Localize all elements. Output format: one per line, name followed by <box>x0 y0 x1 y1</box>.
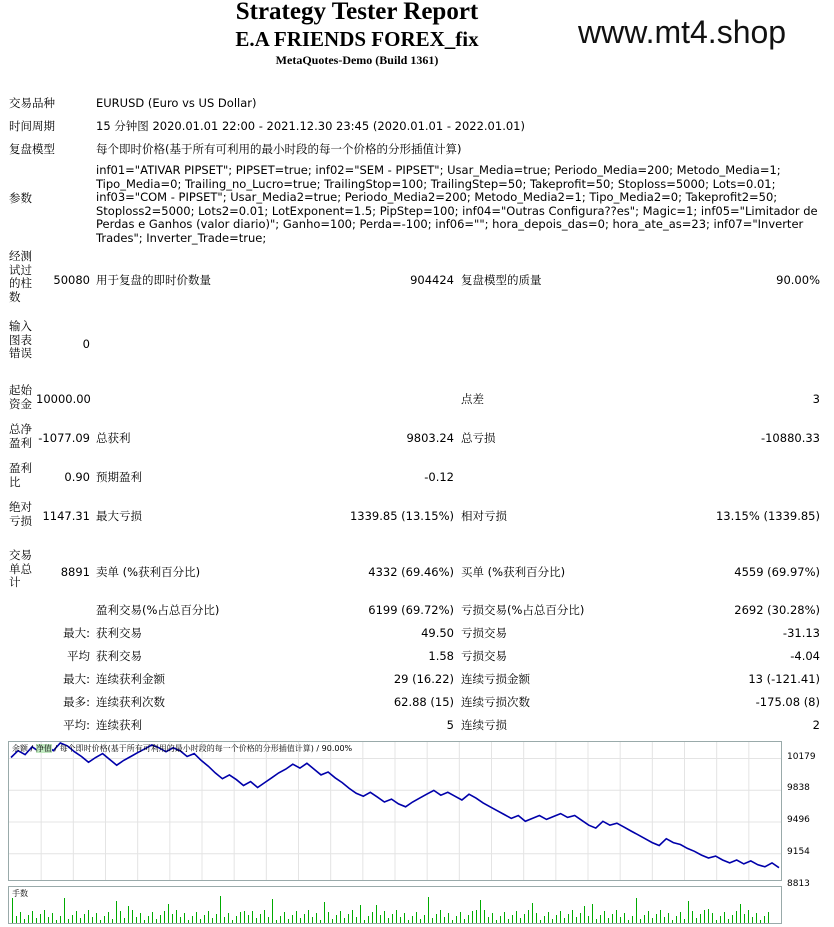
volume-bar <box>356 917 357 923</box>
grossloss-label: 总亏损 <box>461 431 496 445</box>
params-label: 参数 <box>9 191 32 205</box>
volume-bar <box>364 920 365 923</box>
largest-profit-label: 获利交易 <box>96 626 142 640</box>
volume-bar <box>752 917 753 923</box>
volume-bar <box>556 915 557 923</box>
largest-prefix: 最大: <box>63 626 90 640</box>
volume-bar <box>544 916 545 923</box>
quality-value: 90.00% <box>776 273 820 287</box>
volume-bar <box>684 919 685 923</box>
volume-bar <box>56 920 57 923</box>
reldd-label: 相对亏损 <box>461 509 507 523</box>
y-tick-3: 9496 <box>787 815 810 825</box>
volume-bar <box>244 911 245 923</box>
volume-bar <box>716 920 717 923</box>
volume-bar <box>272 899 273 923</box>
volume-bar <box>432 918 433 923</box>
avg-profit-label: 获利交易 <box>96 649 142 663</box>
volume-bar <box>84 914 85 923</box>
volume-bar <box>452 920 453 923</box>
volume-bar <box>492 913 493 923</box>
volume-bar <box>144 920 145 923</box>
expected-value: -0.12 <box>424 470 454 484</box>
volume-bar <box>420 919 421 923</box>
volume-bar <box>484 910 485 923</box>
volume-bar <box>580 913 581 923</box>
expected-label: 预期盈利 <box>96 470 142 484</box>
volume-bar <box>128 906 129 923</box>
volume-bar <box>388 918 389 923</box>
volume-bar <box>392 914 393 923</box>
volume-bar <box>524 914 525 923</box>
volume-bar <box>724 912 725 923</box>
volume-bar <box>236 916 237 923</box>
volume-bar <box>256 918 257 923</box>
volume-bar <box>608 918 609 923</box>
volume-bar <box>44 910 45 923</box>
volume-bar <box>376 905 377 923</box>
volume-bar <box>696 918 697 923</box>
legend-sep-2: / <box>54 744 58 753</box>
volume-bar <box>164 911 165 923</box>
volume-bar <box>596 919 597 923</box>
legend-balance: 余额 <box>12 744 28 753</box>
volume-bar <box>288 919 289 923</box>
volume-bar <box>472 911 473 923</box>
volume-bar <box>756 913 757 923</box>
volume-bar <box>764 916 765 923</box>
pf-label: 盈利比 <box>9 461 32 489</box>
volume-bar <box>480 900 481 923</box>
maxdd-value: 1339.85 (13.15%) <box>349 509 454 523</box>
volume-bar <box>620 917 621 923</box>
volume-bar <box>668 913 669 923</box>
volume-bar <box>216 914 217 923</box>
volume-bar <box>260 914 261 923</box>
volume-bar <box>740 904 741 923</box>
volume-bar <box>176 910 177 923</box>
maxdd-label: 最大亏损 <box>96 509 142 523</box>
y-tick-1: 10179 <box>787 752 816 762</box>
volume-bar <box>672 920 673 923</box>
grossloss-value: -10880.33 <box>760 431 820 445</box>
volume-bar <box>152 912 153 923</box>
volume-bar <box>632 916 633 923</box>
max-consec-prefix: 最大: <box>63 672 90 686</box>
volume-bar <box>656 914 657 923</box>
volume-bar <box>240 912 241 923</box>
volume-bar <box>476 910 477 923</box>
volume-bar <box>516 911 517 923</box>
volume-bar <box>292 915 293 923</box>
bars-value: 50080 <box>53 273 90 287</box>
volume-bar <box>704 910 705 923</box>
volume-bar <box>500 916 501 923</box>
volume-bar <box>400 917 401 923</box>
volume-bar <box>344 918 345 923</box>
volume-bar <box>316 913 317 923</box>
volume-bar <box>408 920 409 923</box>
profit-trades-label: 盈利交易(%占总百分比) <box>96 603 220 617</box>
volume-bar <box>644 915 645 923</box>
volume-bar <box>380 915 381 923</box>
volume-bar <box>48 917 49 923</box>
volume-bar <box>196 912 197 923</box>
volume-bar <box>80 918 81 923</box>
volume-bar <box>728 919 729 923</box>
legend-quality: 90.00% <box>321 744 353 753</box>
volume-bar <box>36 918 37 923</box>
volume-bar <box>404 913 405 923</box>
volume-bar <box>588 916 589 923</box>
pf-value: 0.90 <box>64 470 90 484</box>
volume-bar <box>440 910 441 923</box>
volume-bar <box>532 903 533 923</box>
volume-bar <box>140 913 141 923</box>
volume-bar <box>220 896 221 923</box>
volume-bar <box>748 910 749 923</box>
avg-profit-value: 1.58 <box>428 649 454 663</box>
legend-sep-1: / <box>30 744 34 753</box>
volume-bar <box>228 913 229 923</box>
volume-bar <box>96 913 97 923</box>
volume-bar <box>512 915 513 923</box>
volume-bar <box>248 915 249 923</box>
volume-bar <box>568 914 569 923</box>
build-info: MetaQuotes-Demo (Build 1361) <box>275 53 439 67</box>
netprofit-label: 总净盈利 <box>9 422 32 450</box>
avg-consec-losses-label: 连续亏损 <box>461 718 507 732</box>
consec-wins-label: 连续获利金额 <box>96 672 165 686</box>
volume-bar <box>132 910 133 923</box>
volume-bar <box>604 911 605 923</box>
trades-value: 8891 <box>60 565 90 579</box>
volume-bar <box>88 910 89 923</box>
volume-bar <box>284 912 285 923</box>
volume-bar <box>352 910 353 923</box>
loss-trades-label: 亏损交易(%占总百分比) <box>461 603 585 617</box>
volume-bar <box>680 912 681 923</box>
volume-bar <box>160 915 161 923</box>
volume-bar <box>444 917 445 923</box>
volume-bar <box>372 912 373 923</box>
symbol-value: EURUSD (Euro vs US Dollar) <box>96 96 257 110</box>
volume-bar <box>412 916 413 923</box>
errors-label: 输入图表错误 <box>9 319 32 361</box>
volume-bar <box>264 910 265 923</box>
volume-bar <box>136 917 137 923</box>
period-label: 时间周期 <box>9 119 55 133</box>
watermark: www.mt4.shop <box>578 14 787 50</box>
avg-loss-value: -4.04 <box>790 649 820 663</box>
volume-bar <box>24 919 25 923</box>
volume-bar <box>732 915 733 923</box>
volume-bar <box>744 914 745 923</box>
reldd-value: 13.15% (1339.85) <box>715 509 820 523</box>
volume-bar <box>28 915 29 923</box>
volume-bar <box>720 916 721 923</box>
volume-bar <box>416 912 417 923</box>
volume-bar <box>768 912 769 923</box>
volume-bar <box>504 912 505 923</box>
ea-name: E.A FRIENDS FOREX_fix <box>235 27 479 51</box>
volume-bar <box>148 916 149 923</box>
consec-profit-label: 连续获利次数 <box>96 695 165 709</box>
avg-consec-losses-value: 2 <box>812 718 820 732</box>
volume-bar <box>208 911 209 923</box>
volume-bar <box>528 910 529 923</box>
largest-loss-label: 亏损交易 <box>461 626 507 640</box>
volume-bar <box>304 914 305 923</box>
volume-bar <box>592 904 593 923</box>
volume-bar <box>120 911 121 923</box>
volume-bar <box>660 910 661 923</box>
volume-bar <box>12 898 13 923</box>
volume-bar <box>552 919 553 923</box>
volume-bar <box>116 901 117 923</box>
volume-bar <box>584 906 585 923</box>
period-value: 15 分钟图 2020.01.01 22:00 - 2021.12.30 23:45 (2020.01.01 - 2022.01.01) <box>96 119 525 133</box>
consec-losses-label: 连续亏损金额 <box>461 672 530 686</box>
volume-bar <box>396 910 397 923</box>
grossprofit-label: 总获利 <box>96 431 131 445</box>
legend-sep-3: / <box>316 744 320 753</box>
largest-loss-value: -31.13 <box>782 626 820 640</box>
volume-bar <box>76 911 77 923</box>
legend-equity: 净值 <box>35 744 52 753</box>
volume-bar <box>300 918 301 923</box>
volume-bar <box>312 917 313 923</box>
volume-bar <box>560 911 561 923</box>
y-tick-4: 9154 <box>787 847 810 857</box>
profit-trades-value: 6199 (69.72%) <box>368 603 454 617</box>
ticks-value: 904424 <box>410 273 454 287</box>
consec-wins-value: 29 (16.22) <box>393 672 454 686</box>
avg-consec-wins-label: 连续获利 <box>96 718 142 732</box>
trades-label: 交易单总计 <box>9 548 32 590</box>
volume-bar <box>336 915 337 923</box>
volume-bar <box>52 913 53 923</box>
long-value: 4559 (69.97%) <box>734 565 820 579</box>
consec-loss-value: -175.08 (8) <box>755 695 820 709</box>
absdd-label: 绝对亏损 <box>9 500 32 528</box>
volume-bar <box>60 916 61 923</box>
most-prefix: 最多: <box>63 695 90 709</box>
volume-bar <box>664 917 665 923</box>
grossprofit-value: 9803.24 <box>406 431 454 445</box>
deposit-value: 10000.00 <box>36 392 91 406</box>
volume-bar <box>384 911 385 923</box>
params-value: inf01="ATIVAR PIPSET"; PIPSET=true; inf02="SEM - PIPSET"; Usar_Media=true; Periodo_Media=200; Metodo_Media=1; Tipo_Media=0; Trailing_no_Lucro=true; TrailingStop=100; TrailingStep=50; Takeprofit=50; Stoploss=5000; Lots=0.01; inf03="COM - PIPSET"; Usar_Media2=true; Periodo_Media2=200; Metodo_Media2=1; Tipo_Media2=0; Takeprofit2=50; Stoploss2=5000; Lots2=0.01; LotExponent=1.5; PipStep=100; inf04="Outras Configura??es"; Magic=1; inf05="Limitador de Perdas e Ganhos (valor diario)"; Ganho=100; Perda=-100; inf06=""; hora_depois_das=0; hora_ate_as=23; inf07="Inverter Trades"; Inverter_Trade=true; <box>96 163 818 245</box>
netprofit-value: -1077.09 <box>38 431 90 445</box>
volume-bar <box>636 898 637 923</box>
volume-bar <box>692 911 693 923</box>
errors-value: 0 <box>82 337 90 351</box>
volume-bar <box>536 913 537 923</box>
volume-label: 手数 <box>12 889 28 898</box>
volume-bar <box>424 915 425 923</box>
volume-bar <box>124 918 125 923</box>
volume-bar <box>268 917 269 923</box>
volume-bar <box>564 918 565 923</box>
volume-bar <box>108 912 109 923</box>
consec-losses-value: 13 (-121.41) <box>748 672 820 686</box>
volume-bar <box>676 916 677 923</box>
volume-bar <box>612 914 613 923</box>
volume-bar <box>600 915 601 923</box>
volume-bar <box>460 912 461 923</box>
volume-bar <box>104 916 105 923</box>
model-label: 复盘模型 <box>9 142 55 156</box>
model-value: 每个即时价格(基于所有可利用的最小时段的每一个价格的分形插值计算) <box>96 142 462 156</box>
report-title: Strategy Tester Report <box>235 0 479 25</box>
loss-trades-value: 2692 (30.28%) <box>734 603 820 617</box>
volume-bar <box>340 911 341 923</box>
volume-bar <box>280 916 281 923</box>
volume-bar <box>188 920 189 923</box>
volume-bar <box>324 902 325 923</box>
volume-bar <box>428 897 429 923</box>
balance-chart <box>8 741 782 881</box>
volume-bar <box>72 915 73 923</box>
average-prefix: 平均 <box>67 649 90 663</box>
volume-bar <box>180 917 181 923</box>
volume-bar <box>496 920 497 923</box>
volume-bar <box>200 919 201 923</box>
volume-bar <box>184 913 185 923</box>
volume-bar <box>20 912 21 923</box>
avg-consec-prefix: 平均: <box>63 718 90 732</box>
short-value: 4332 (69.46%) <box>368 565 454 579</box>
volume-bar <box>436 914 437 923</box>
legend-model: 每个即时价格(基于所有可利用的最小时段的每一个价格的分形插值计算) <box>59 744 314 753</box>
volume-bar <box>168 904 169 923</box>
volume-chart <box>8 886 782 924</box>
volume-bar <box>16 916 17 923</box>
volume-bar <box>640 919 641 923</box>
volume-bar <box>572 910 573 923</box>
volume-bar <box>456 916 457 923</box>
volume-bar <box>540 920 541 923</box>
volume-bar <box>204 915 205 923</box>
volume-bar <box>652 918 653 923</box>
chart-legend <box>12 743 352 754</box>
volume-bar <box>688 901 689 923</box>
absdd-value: 1147.31 <box>42 509 90 523</box>
volume-bar <box>64 898 65 923</box>
spread-label: 点差 <box>461 392 484 406</box>
balance-chart-svg <box>9 742 781 880</box>
volume-bar <box>648 911 649 923</box>
volume-bar <box>508 919 509 923</box>
volume-bar <box>100 920 101 923</box>
volume-bar <box>576 917 577 923</box>
deposit-label: 起始资金 <box>9 383 32 411</box>
volume-bar <box>360 905 361 923</box>
spread-value: 3 <box>812 392 820 406</box>
volume-bar <box>252 911 253 923</box>
volume-bar <box>708 909 709 923</box>
volume-bar <box>40 914 41 923</box>
volume-bar <box>520 918 521 923</box>
volume-bar <box>616 910 617 923</box>
symbol-label: 交易品种 <box>9 96 55 110</box>
volume-bar <box>464 919 465 923</box>
volume-bar <box>32 911 33 923</box>
volume-bar <box>700 914 701 923</box>
short-label: 卖单 (%获利百分比) <box>96 565 201 579</box>
volume-bar <box>92 917 93 923</box>
volume-bar <box>276 920 277 923</box>
volume-bar <box>468 915 469 923</box>
volume-bar <box>296 911 297 923</box>
volume-bar <box>348 914 349 923</box>
volume-bar <box>448 913 449 923</box>
volume-bar <box>68 919 69 923</box>
volume-bar <box>332 919 333 923</box>
volume-bar <box>192 916 193 923</box>
volume-bar <box>328 912 329 923</box>
volume-bar <box>624 913 625 923</box>
ticks-label: 用于复盘的即时价数量 <box>96 273 211 287</box>
consec-profit-value: 62.88 (15) <box>393 695 454 709</box>
volume-bar <box>308 910 309 923</box>
volume-bar <box>628 920 629 923</box>
volume-bar <box>320 920 321 923</box>
volume-bar <box>488 917 489 923</box>
volume-bar <box>156 919 157 923</box>
volume-bar <box>548 912 549 923</box>
y-tick-2: 9838 <box>787 783 810 793</box>
bars-label: 经测试过的柱数 <box>9 249 32 304</box>
volume-bar <box>232 920 233 923</box>
volume-bar <box>112 919 113 923</box>
volume-bar <box>172 914 173 923</box>
volume-bar <box>760 920 761 923</box>
y-tick-5: 8813 <box>787 879 810 889</box>
volume-chart-svg <box>9 887 781 923</box>
volume-bar <box>212 918 213 923</box>
volume-bar <box>712 913 713 923</box>
volume-bar <box>736 911 737 923</box>
avg-loss-label: 亏损交易 <box>461 649 507 663</box>
consec-loss-label: 连续亏损次数 <box>461 695 530 709</box>
largest-profit-value: 49.50 <box>421 626 454 640</box>
long-label: 买单 (%获利百分比) <box>461 565 566 579</box>
avg-consec-wins-value: 5 <box>446 718 454 732</box>
quality-label: 复盘模型的质量 <box>461 273 542 287</box>
volume-bar <box>368 916 369 923</box>
volume-bar <box>224 917 225 923</box>
